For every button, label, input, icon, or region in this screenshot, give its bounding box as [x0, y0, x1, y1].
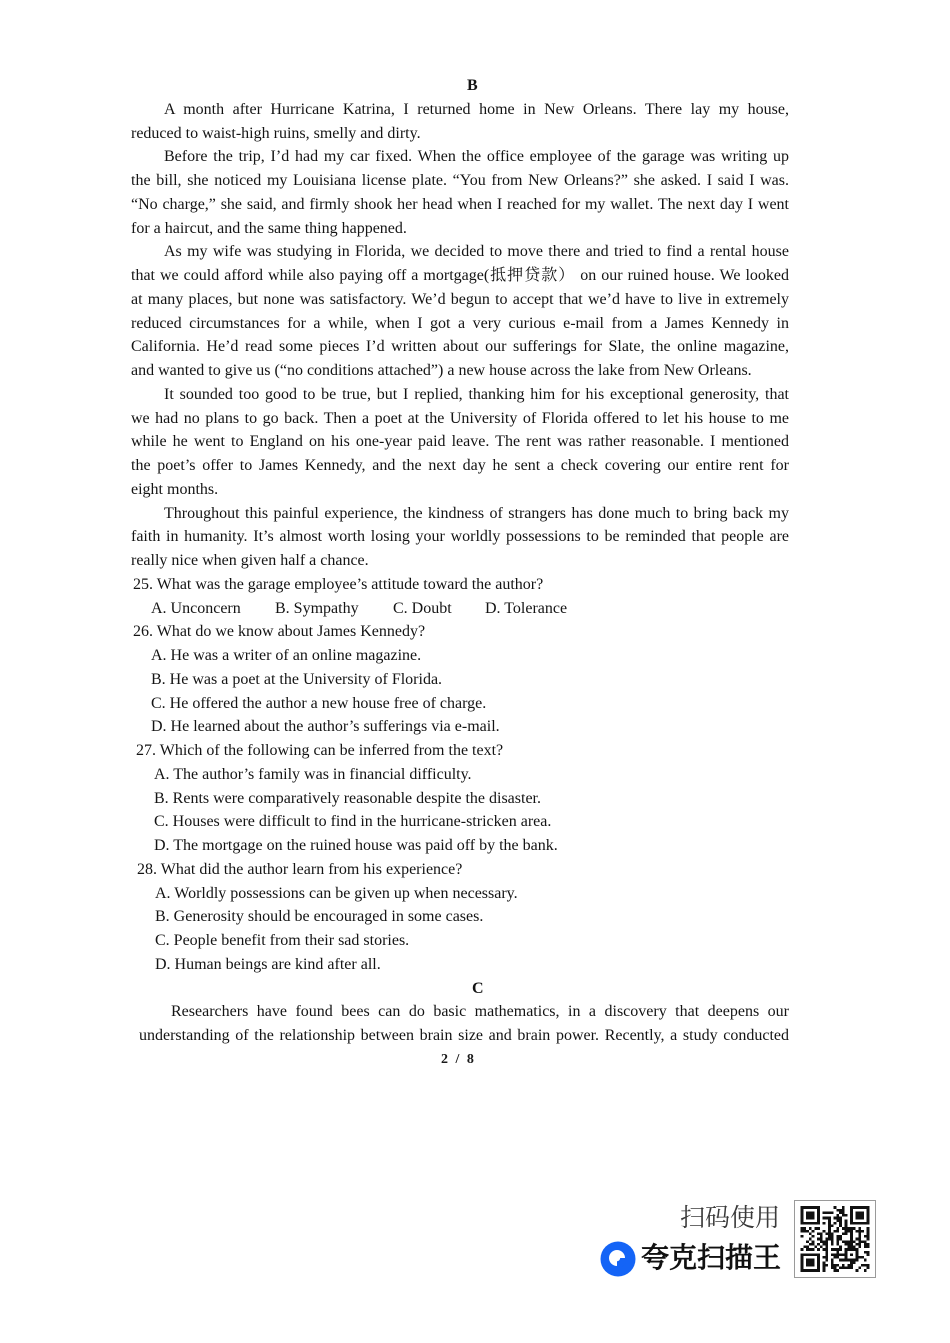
- answer-option: D. Human beings are kind after all.: [155, 955, 381, 973]
- answer-option: B. Rents were comparatively reasonable despite the disaster.: [154, 789, 541, 807]
- question-27: [136, 739, 789, 858]
- answer-option: C. People benefit from their sad stories.: [155, 932, 410, 949]
- answer-option: C. He offered the author a new house free of charge.: [151, 694, 487, 712]
- answer-option: D. He learned about the author’s sufferings via e-mail.: [151, 718, 500, 736]
- answer-option: A. He was a writer of an online magazine.: [151, 647, 422, 664]
- answer-option: B. Sympathy: [275, 599, 359, 617]
- answer-option: A. Worldly possessions can be given up when necessary.: [155, 884, 518, 902]
- text-line: “No charge,” she said, and firmly shook her head when I reached for my wallet. The next day I went: [131, 195, 789, 213]
- paragraph: [131, 383, 789, 502]
- options-row: [133, 597, 789, 621]
- answer-option: C. Doubt: [393, 599, 452, 617]
- answer-option: C. Houses were difficult to find in the hurricane-stricken area.: [154, 813, 552, 831]
- paragraph: [139, 1000, 789, 1048]
- text-line: As my wife was studying in Florida, we decided to move there and tried to find a rental house: [164, 243, 789, 261]
- qr-code-graphic: [795, 1201, 875, 1277]
- question-stem: 26. What do we know about James Kennedy?: [133, 623, 426, 641]
- paragraph: [131, 98, 789, 146]
- paragraph: [131, 145, 789, 240]
- text-line: really nice when given half a chance.: [131, 552, 369, 569]
- answer-option: A. Unconcern: [151, 599, 241, 617]
- questions: [131, 573, 789, 977]
- paragraph: [131, 240, 789, 383]
- section-heading-c: C: [472, 979, 484, 997]
- logo-core: [614, 1255, 620, 1261]
- text-line: Before the trip, I’d had my car fixed. When the office employee of the garage was writing up: [164, 148, 789, 166]
- exam-page: [131, 74, 789, 1048]
- question-stem: 28. What did the author learn from his experience?: [137, 860, 463, 878]
- question-stem: 25. What was the garage employee’s attitude toward the author?: [133, 575, 544, 593]
- question-28: [137, 858, 789, 977]
- scan-prompt-text: 扫码使用: [680, 1203, 781, 1232]
- qr-code-icon: [794, 1200, 876, 1278]
- paragraph: [131, 502, 789, 573]
- text-line: A month after Hurricane Katrina, I returned home in New Orleans. There lay my house,: [164, 100, 789, 118]
- passage-b: [131, 74, 789, 573]
- text-line: Researchers have found bees can do basic mathematics, in a discovery that deepens our: [171, 1003, 789, 1021]
- answer-option: B. He was a poet at the University of Florida.: [151, 670, 443, 688]
- text-line: the bill, she noticed my Louisiana license plate. “You from New Orleans?” she asked. I said I was.: [131, 172, 789, 189]
- page-number: 2 / 8: [441, 1052, 476, 1067]
- text-line: and wanted to give us (“no conditions attached”) a new house across the lake from New Orleans.: [131, 362, 752, 379]
- answer-option: D. The mortgage on the ruined house was paid off by the bank.: [154, 837, 558, 854]
- question-stem: 27. Which of the following can be inferred from the text?: [136, 742, 504, 759]
- quark-logo-icon: [600, 1241, 636, 1277]
- question-26: [133, 620, 789, 739]
- text-line: while he went to England on his one-year paid leave. The rent was rather reasonable. I mentioned: [131, 433, 789, 451]
- passage-c: [131, 977, 789, 1048]
- answer-option: A. The author’s family was in financial difficulty.: [154, 765, 472, 783]
- text-line: that we could afford while also paying off a mortgage(抵押贷款） on our ruined house. We looked: [131, 267, 789, 284]
- answer-option: B. Generosity should be encouraged in some cases.: [155, 908, 484, 926]
- text-line: reduced to waist-high ruins, smelly and dirty.: [131, 124, 421, 142]
- text-line: the poet’s offer to James Kennedy, and the next day he sent a check covering our entire rent for: [131, 457, 789, 474]
- text-line: for a haircut, and the same thing happened.: [131, 219, 407, 237]
- text-line: reduced circumstances for a while, when I got a very curious e-mail from a James Kennedy in: [131, 314, 789, 332]
- text-line: understanding of the relationship between brain size and brain power. Recently, a study conducted: [139, 1027, 789, 1044]
- text-line: eight months.: [131, 480, 219, 498]
- brand-name: 夸克扫描王: [641, 1241, 782, 1274]
- text-line: we had no plans to go back. Then a poet at the University of Florida offered to let his house to me: [131, 409, 789, 427]
- answer-option: D. Tolerance: [485, 599, 568, 617]
- quark-logo-graphic: [600, 1241, 636, 1277]
- text-line: faith in humanity. It’s almost worth losing your worldly possessions to be reminded that people are: [131, 528, 789, 546]
- question-25: [133, 573, 789, 621]
- text-line: It sounded too good to be true, but I replied, thanking him for his exceptional generosity, that: [164, 385, 789, 403]
- section-heading-b: B: [467, 77, 478, 94]
- text-line: at many places, but none was satisfactory. We’d begun to accept that we’d have to live in extremely: [131, 290, 789, 308]
- text-line: Throughout this painful experience, the kindness of strangers has done much to bring back my: [164, 504, 789, 522]
- text-line: California. He’d read some pieces I’d written about our sufferings for Slate, the online magazine,: [131, 338, 789, 356]
